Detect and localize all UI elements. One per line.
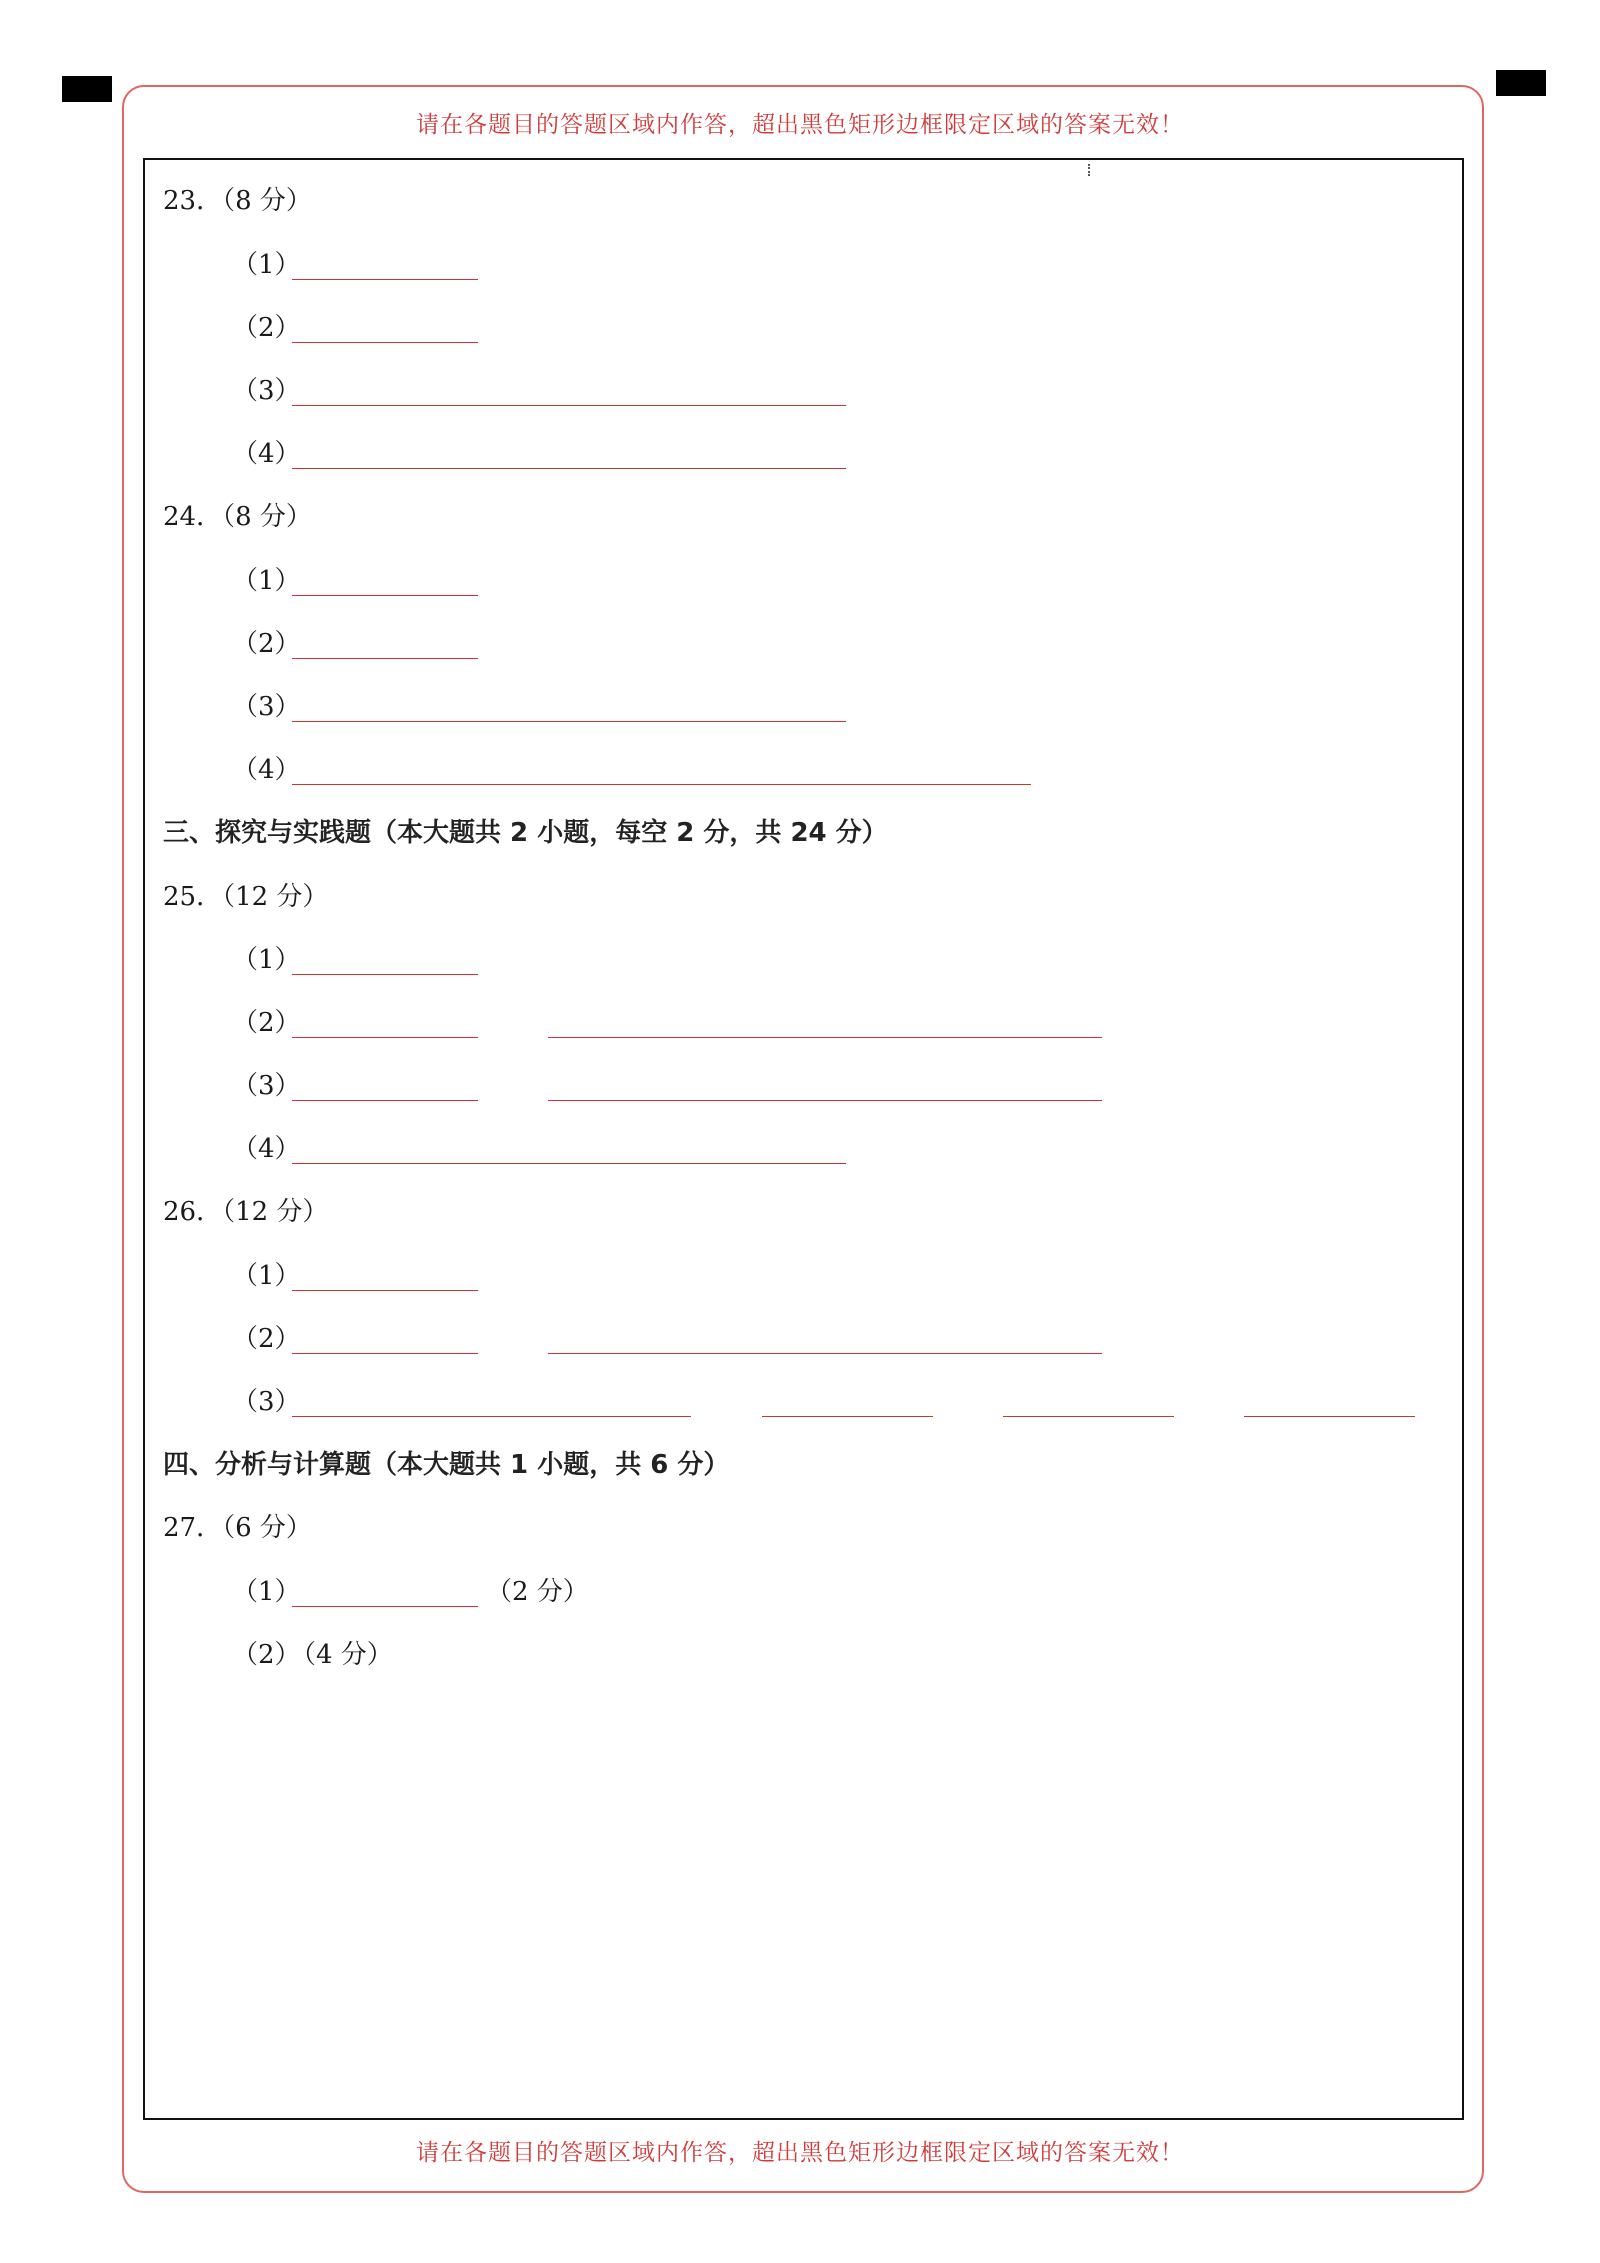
q25-part-4-label: （4） [232, 1134, 301, 1164]
q26-part-2-blank-b[interactable] [548, 1353, 1102, 1354]
q26-part-2-blank-a[interactable] [292, 1353, 478, 1354]
question-23-heading: 23．（8 分） [163, 186, 312, 216]
q27-part-2-score: （4 分） [290, 1640, 393, 1670]
q27-part-1-blank[interactable] [292, 1606, 478, 1607]
q26-part-3-blank-a[interactable] [292, 1416, 691, 1417]
question-25-heading: 25．（12 分） [163, 882, 329, 912]
q23-part-2-blank[interactable] [292, 342, 478, 343]
question-27-heading: 27．（6 分） [163, 1513, 312, 1543]
fold-mark [1088, 164, 1092, 176]
q26-part-2-label: （2） [232, 1324, 301, 1354]
q25-part-2-label: （2） [232, 1008, 301, 1038]
q27-part-2-answer-space[interactable] [163, 1690, 1443, 2100]
q26-part-3-blank-b[interactable] [762, 1416, 933, 1417]
alignment-marker-left [62, 76, 112, 102]
q26-part-3-blank-c[interactable] [1003, 1416, 1174, 1417]
q25-part-3-blank-b[interactable] [548, 1100, 1102, 1101]
q25-part-3-blank-a[interactable] [292, 1100, 478, 1101]
q24-part-4-label: （4） [232, 755, 301, 785]
q27-part-1-label: （1） [232, 1577, 301, 1607]
q26-part-1-label: （1） [232, 1261, 301, 1291]
q23-part-3-label: （3） [232, 376, 301, 406]
q24-part-2-blank[interactable] [292, 658, 478, 659]
section-4-heading: 四、分析与计算题（本大题共 1 小题，共 6 分） [163, 1450, 730, 1480]
question-24-heading: 24．（8 分） [163, 502, 312, 532]
q24-part-4-blank[interactable] [292, 784, 1031, 785]
q25-part-1-blank[interactable] [292, 974, 478, 975]
q23-part-4-blank[interactable] [292, 468, 846, 469]
q24-part-1-label: （1） [232, 566, 301, 596]
q25-part-2-blank-b[interactable] [548, 1037, 1102, 1038]
q23-part-1-label: （1） [232, 250, 301, 280]
q25-part-1-label: （1） [232, 945, 301, 975]
q23-part-4-label: （4） [232, 439, 301, 469]
q25-part-2-blank-a[interactable] [292, 1037, 478, 1038]
question-26-heading: 26．（12 分） [163, 1197, 329, 1227]
q23-part-1-blank[interactable] [292, 279, 478, 280]
q26-part-1-blank[interactable] [292, 1290, 478, 1291]
q26-part-3-blank-d[interactable] [1244, 1416, 1415, 1417]
q24-part-3-label: （3） [232, 692, 301, 722]
q27-part-1-score: （2 分） [486, 1577, 589, 1607]
notice-bottom: 请在各题目的答题区域内作答，超出黑色矩形边框限定区域的答案无效！ [416, 2140, 1184, 2166]
q23-part-2-label: （2） [232, 313, 301, 343]
q27-part-2-label: （2） [232, 1640, 301, 1670]
q25-part-3-label: （3） [232, 1071, 301, 1101]
q24-part-2-label: （2） [232, 629, 301, 659]
q25-part-4-blank[interactable] [292, 1163, 846, 1164]
alignment-marker-right [1496, 70, 1546, 96]
q24-part-1-blank[interactable] [292, 595, 478, 596]
q26-part-3-label: （3） [232, 1387, 301, 1417]
section-3-heading: 三、探究与实践题（本大题共 2 小题，每空 2 分，共 24 分） [163, 818, 888, 848]
q23-part-3-blank[interactable] [292, 405, 846, 406]
notice-top: 请在各题目的答题区域内作答，超出黑色矩形边框限定区域的答案无效！ [416, 112, 1184, 138]
q24-part-3-blank[interactable] [292, 721, 846, 722]
